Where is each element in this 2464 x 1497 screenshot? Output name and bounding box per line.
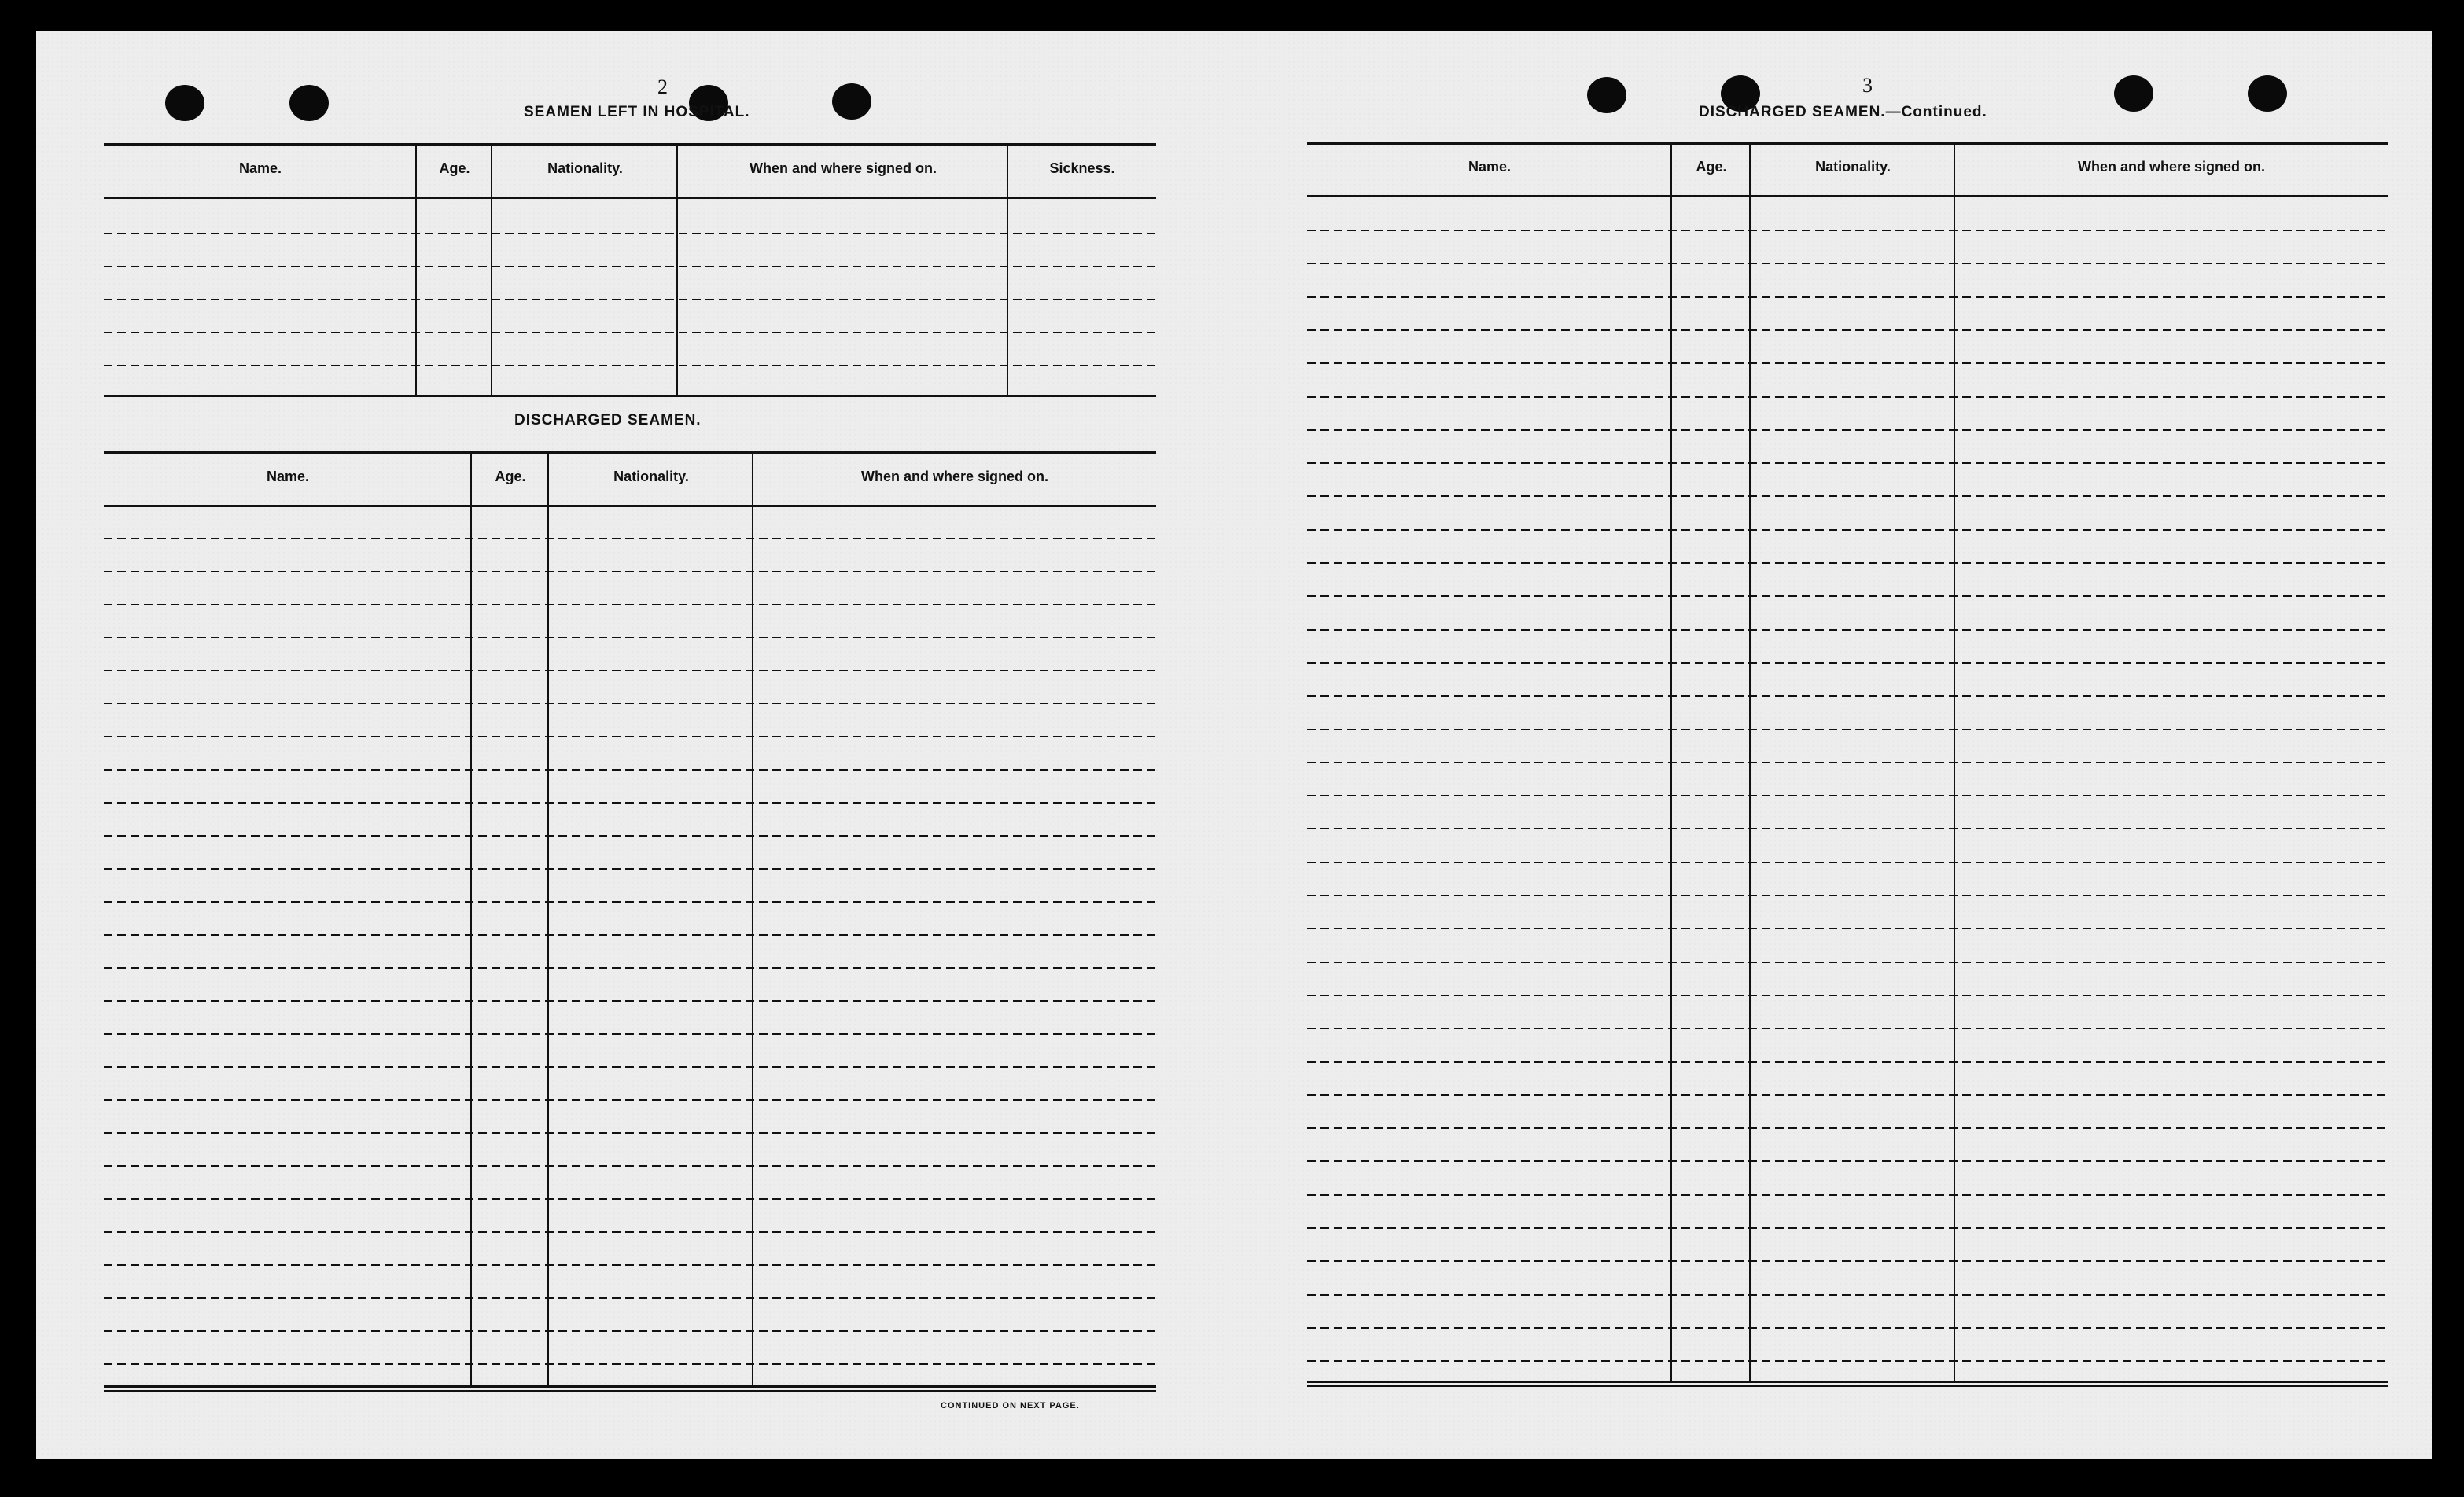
table-bottom-rule (104, 1390, 1156, 1392)
table-row (104, 1297, 1156, 1299)
column-header-name: Name. (266, 469, 310, 484)
table-row (104, 637, 1156, 638)
table-bottom-rule (104, 1385, 1156, 1388)
column-header-age: Age. (495, 469, 526, 484)
right-page (1307, 74, 2392, 1400)
hospital-table-header (104, 146, 1156, 199)
table-row (104, 604, 1156, 605)
column-header-name: Name. (238, 160, 282, 176)
table-row (1307, 928, 2388, 929)
table-row (1307, 296, 2388, 298)
column-divider (547, 454, 549, 1387)
table-row (104, 967, 1156, 969)
column-header-nationality: Nationality. (547, 160, 623, 176)
table-row (104, 736, 1156, 737)
table-row (1307, 1028, 2388, 1029)
table-row (1307, 729, 2388, 730)
table-row (1307, 1160, 2388, 1162)
table-row (104, 1330, 1156, 1332)
table-row (1307, 595, 2388, 597)
table-row (104, 1231, 1156, 1233)
table-row (104, 1363, 1156, 1365)
column-divider (1007, 146, 1008, 396)
table-row (1307, 1327, 2388, 1329)
table-row (1307, 695, 2388, 697)
table-row (1307, 629, 2388, 631)
document-sheet (36, 31, 2432, 1459)
table-row (1307, 795, 2388, 796)
table-row (104, 299, 1156, 300)
column-header-age: Age. (1696, 159, 1727, 175)
table-row (1307, 995, 2388, 996)
table-row (104, 1099, 1156, 1101)
table-row (104, 1264, 1156, 1266)
column-divider (752, 454, 753, 1387)
table-row (104, 703, 1156, 704)
column-divider (470, 454, 472, 1387)
table-row (1307, 562, 2388, 564)
continued-note: CONTINUED ON NEXT PAGE. (941, 1401, 1080, 1411)
table-row (104, 365, 1156, 366)
table-row (1307, 962, 2388, 963)
page-number: 2 (657, 75, 668, 98)
table-row (104, 233, 1156, 234)
table-row (104, 670, 1156, 671)
column-divider (491, 146, 492, 396)
column-header-name: Name. (1468, 159, 1512, 175)
table-row (1307, 1194, 2388, 1196)
table-row (1307, 396, 2388, 398)
table-row (1307, 329, 2388, 331)
discharged-continued-table (1307, 142, 2388, 1398)
page-number: 3 (1862, 74, 1873, 97)
table-row (1307, 529, 2388, 531)
table-row (1307, 1127, 2388, 1129)
table-row (1307, 862, 2388, 863)
table-row (1307, 362, 2388, 364)
table-row (104, 571, 1156, 572)
table-row (1307, 762, 2388, 763)
table-row (104, 1165, 1156, 1167)
column-header-signed-on: When and where signed on. (860, 469, 1049, 484)
table-row (104, 332, 1156, 333)
table-bottom-rule (1307, 1385, 2388, 1387)
table-row (1307, 1360, 2388, 1362)
table-bottom-rule (104, 395, 1156, 397)
table-row (104, 538, 1156, 539)
table-row (1307, 1061, 2388, 1063)
table-row (1307, 1294, 2388, 1296)
table-row (1307, 495, 2388, 497)
hospital-section-title: SEAMEN LEFT IN HOSPITAL. (524, 104, 750, 120)
table-row (104, 266, 1156, 267)
table-row (1307, 263, 2388, 264)
discharged-section-title: DISCHARGED SEAMEN. (514, 412, 702, 429)
table-row (104, 1132, 1156, 1134)
table-row (1307, 895, 2388, 896)
column-header-age: Age. (439, 160, 470, 176)
table-row (1307, 230, 2388, 231)
table-row (104, 802, 1156, 804)
column-header-sickness: Sickness. (1049, 160, 1115, 176)
table-row (1307, 1260, 2388, 1262)
table-row (1307, 429, 2388, 431)
table-row (1307, 1094, 2388, 1096)
table-row (104, 1198, 1156, 1200)
discharged-continued-title: DISCHARGED SEAMEN.—Continued. (1699, 104, 1987, 120)
table-row (1307, 662, 2388, 664)
column-divider (676, 146, 678, 396)
column-divider (415, 146, 417, 396)
discharged-table (104, 451, 1156, 1396)
column-header-signed-on: When and where signed on. (749, 160, 937, 176)
table-row (1307, 828, 2388, 829)
table-bottom-rule (1307, 1381, 2388, 1383)
column-header-nationality: Nationality. (1815, 159, 1891, 175)
table-row (104, 934, 1156, 936)
table-row (104, 1033, 1156, 1035)
discharged-table-header (104, 454, 1156, 507)
table-row (104, 1000, 1156, 1002)
table-row (1307, 462, 2388, 464)
discharged-continued-table-header (1307, 145, 2388, 197)
table-row (104, 868, 1156, 870)
hospital-table (104, 143, 1156, 399)
table-row (104, 1066, 1156, 1068)
table-row (1307, 1227, 2388, 1229)
table-row (104, 901, 1156, 903)
table-row (104, 769, 1156, 771)
table-row (104, 835, 1156, 837)
left-page (104, 75, 1195, 1411)
column-header-signed-on: When and where signed on. (2077, 159, 2266, 175)
column-header-nationality: Nationality. (613, 469, 689, 484)
